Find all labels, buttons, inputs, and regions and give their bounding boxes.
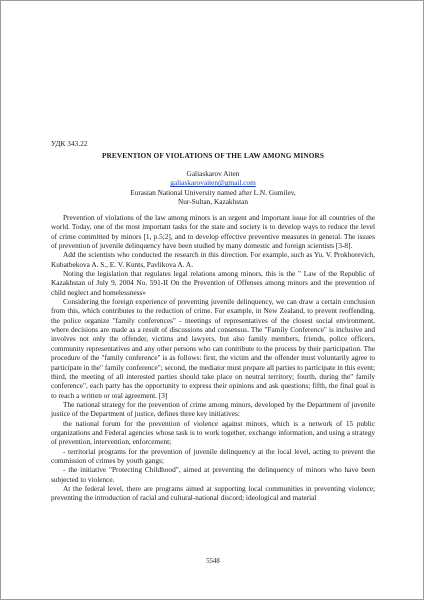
author-name: Galiaskarov Aiten xyxy=(186,169,240,178)
author-affiliation: Eurasian National University named after L.N. Gumilev, xyxy=(130,187,296,197)
body-text xyxy=(51,213,375,503)
paragraph: - the initiative "Protecting Childhood", aimed at preventing the delinquency of minors who have been subjected to violence. xyxy=(51,465,375,484)
paragraph: The national strategy for the prevention of crime among minors, developed by the Department of juvenile justice of the Department of justice, defines three key initiatives: xyxy=(51,399,375,419)
paragraph: Noting the legislation that regulates legal relations among minors, this is the " Law of the Republic of Kazakhstan of July 9, 2004 No. 591-II On the Prevention of Offenses among minors and the prevention of child neglect and homelessness» xyxy=(51,269,375,297)
paragraph: the national forum for the prevention of violence against minors, which is a network of 15 public organizations and Federal agencies whose task is to work together, exchange information, and using a strategy of prevention, intervention, enforcement; xyxy=(51,418,375,447)
paragraph: Add the scientists who conducted the research in this direction. For example, such as Yu. V. Prokhorevich, Kubatbekova A. S., E. V. Kunts, Pavlikova A. A. xyxy=(51,250,375,269)
author-block xyxy=(1,169,424,206)
paragraph: At the federal level, there are programs aimed at supporting local communities in preventing violence; preventing the introduction of racial and cultural-national discord; ideological and material xyxy=(51,483,375,503)
page-number: 5548 xyxy=(206,558,220,565)
paragraph: - territorial programs for the prevention of juvenile delinquency at the local level, acting to prevent the commission of crimes by youth gangs; xyxy=(51,446,375,465)
udk-code: УДК 343.22 xyxy=(51,140,88,148)
paragraph: Considering the foreign experience of preventing juvenile delinquency, we can draw a certain conclusion from this, which contributes to the reduction of crime. For example, in New Zealand, to prevent reoffending, the police organize "family conferences" - meetings of representatives of the closest social environment, where decisions are made as a result of discussions and consensus. The "Family Conference" is inclusive and involves not only the offender, victims and lawyers, but also family members, friends, police officers, community representatives and any other persons who can contribute to the process by their participation. The procedure of the "family conference" is as follows: first, the victim and the offender must voluntarily agree to participate in the" family conference"; second, the mediator must prepare all parties to participate in this event; third, the meeting of all interested parties should take place on neutral territory; fourth, during the" family conference", each party has the opportunity to express their opinions and ask questions; fifth, the final goal is to reach a written or oral agreement. [3] xyxy=(51,297,375,400)
paragraph: Prevention of violations of the law among minors is an urgent and important issue for all countries of the world. Today, one of the most important tasks for the state and society is to develop ways to reduce the level of crime committed by minors [1, p.5;2], and to develop effective preventive measures in general. The issues of prevention of juvenile delinquency have been studied by many domestic and foreign scientists [3-8]. xyxy=(51,213,375,251)
author-location: Nur-Sultan, Kazakhstan xyxy=(178,196,248,206)
paper-title: PREVENTION OF VIOLATIONS OF THE LAW AMONG MINORS xyxy=(101,151,325,160)
author-email-link[interactable]: galiaskarovaiten@gmail.com xyxy=(170,178,256,188)
